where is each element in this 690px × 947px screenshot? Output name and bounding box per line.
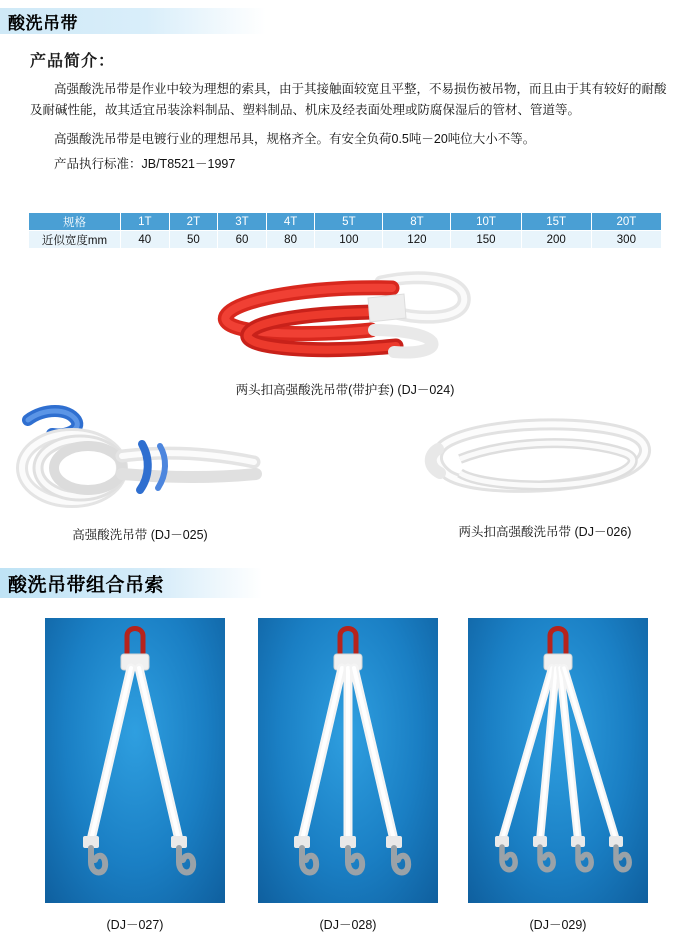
table-cell-width-1t: 40 [121,231,170,249]
panel-caption-dj029: (DJ－029) [529,918,587,932]
figure-caption-dj025: 高强酸洗吊带 (DJ－025) [72,528,208,542]
section-header-combination [0,568,262,598]
table-col-2t: 2T [169,213,218,231]
table-col-8t: 8T [383,213,451,231]
table-cell-width-3t: 60 [218,231,267,249]
intro-heading: 产品简介： [30,53,116,70]
table-col-10t: 10T [451,213,521,231]
table-header-row [29,213,662,231]
table-cell-width-20t: 300 [591,231,661,249]
intro-section [30,48,670,183]
table-cell-width-5t: 100 [315,231,383,249]
panel-four-leg [468,618,648,903]
figure-caption-dj024: 两头扣高强酸洗吊带(带护套) (DJ－024) [235,383,455,397]
table-col-15t: 15T [521,213,591,231]
panel-two-leg [45,618,225,903]
spec-table [28,212,662,249]
table-cell-width-4t: 80 [266,231,315,249]
panel-three-leg [258,618,438,903]
table-cell-width-2t: 50 [169,231,218,249]
panel-caption-dj028: (DJ－028) [319,918,377,932]
page-header [0,8,266,34]
table-col-1t: 1T [121,213,170,231]
figure-sling-red [196,268,496,388]
figure-caption-dj026: 两头扣高强酸洗吊带 (DJ－026) [458,525,632,539]
table-cell-width-10t: 150 [451,231,521,249]
figure-sling-coiled [10,398,270,518]
intro-paragraph-2: 高强酸洗吊带是电镀行业的理想吊具，规格齐全。有安全负荷0.5吨－20吨位大小不等。 [54,132,536,146]
table-row-label-spec: 规格 [29,213,121,231]
section-title: 酸洗吊带组合吊索 [8,574,165,596]
page-title: 酸洗吊带 [8,13,78,33]
table-col-3t: 3T [218,213,267,231]
table-col-5t: 5T [315,213,383,231]
table-cell-width-15t: 200 [521,231,591,249]
table-row-label-width: 近似宽度mm [29,231,121,249]
table-col-4t: 4T [266,213,315,231]
intro-paragraph-3: 产品执行标准：JB/T8521－1997 [54,157,236,171]
panel-group [0,618,690,908]
intro-paragraph-1: 高强酸洗吊带是作业中较为理想的索具，由于其接触面较宽且平整，不易损伤被吊物，而且由于其有较好的耐酸及耐碱性能，故其适宜吊装涂料制品、塑料制品、机床及经表面处理或防腐保湿后的管材、管道等。 [30,82,667,117]
panel-caption-dj027: (DJ－027) [106,918,164,932]
table-row [29,231,662,249]
figure-sling-loop [420,405,670,520]
table-col-20t: 20T [591,213,661,231]
table-cell-width-8t: 120 [383,231,451,249]
